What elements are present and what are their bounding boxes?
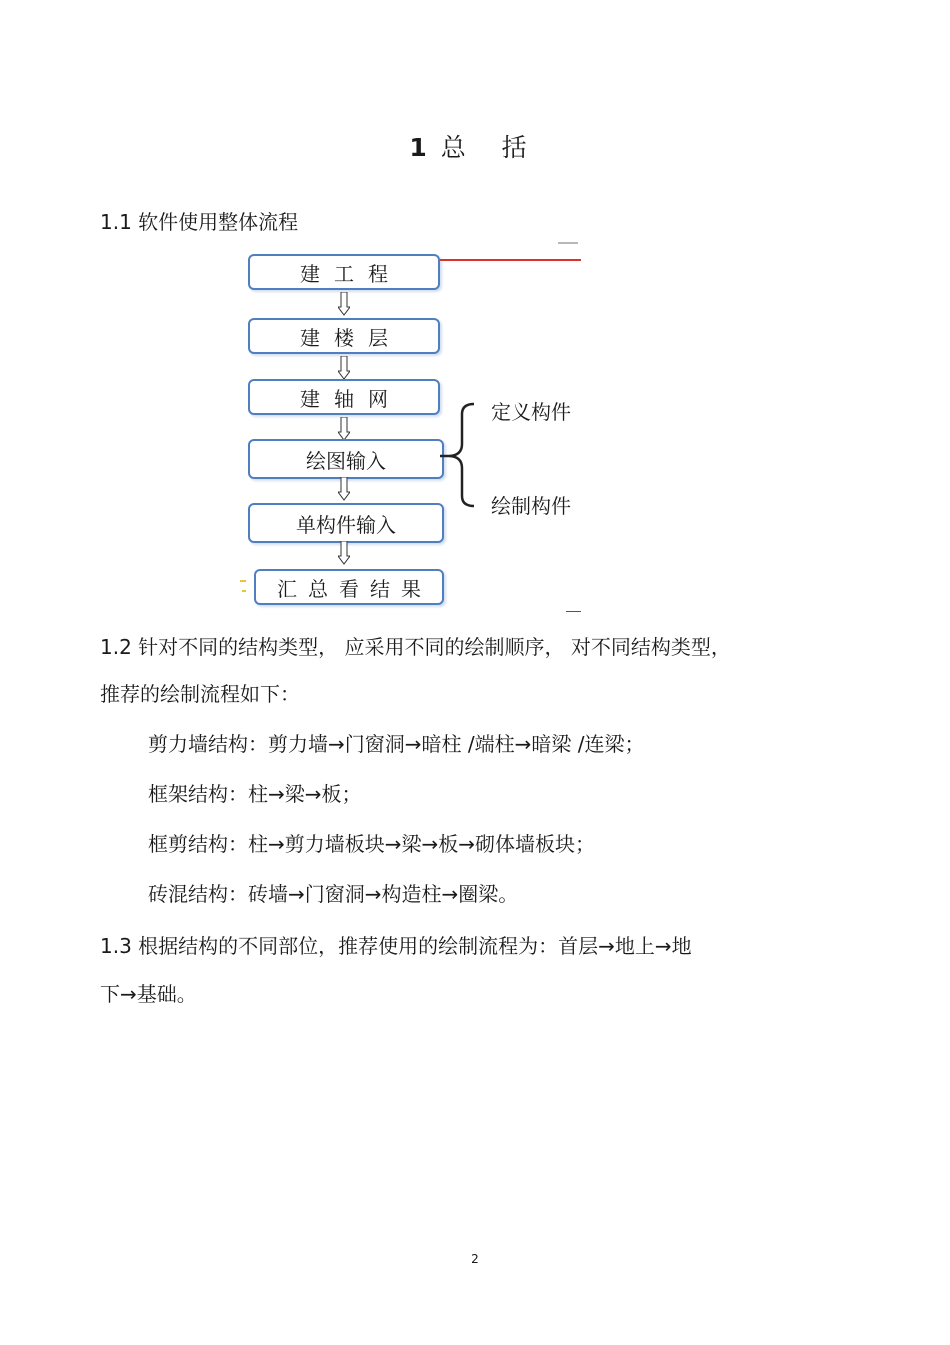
down-arrow-icon [338, 541, 350, 565]
down-arrow-icon [338, 292, 350, 316]
red-connector-line [440, 259, 581, 261]
brace-label-draw: 绘制构件 [491, 494, 571, 518]
flow-step-drawing-input: 绘图输入 [248, 439, 444, 479]
title-text: 总 括 [440, 133, 541, 162]
section-1-3-line-1: 1.3 根据结构的不同部位，推荐使用的绘制流程为：首层→地上→地 [100, 934, 692, 958]
brace-label-define: 定义构件 [491, 400, 571, 424]
workflow-diagram [240, 240, 585, 615]
crop-mark [558, 242, 578, 244]
down-arrow-icon [338, 356, 350, 380]
crop-mark [566, 611, 581, 612]
structure-item: 砖混结构：砖墙→门窗洞→构造柱→圈梁。 [148, 882, 519, 906]
structure-item: 剪力墙结构：剪力墙→门窗洞→暗柱 /端柱→暗梁 /连梁； [148, 732, 645, 756]
structure-item: 框剪结构：柱→剪力墙板块→梁→板→砌体墙板块； [148, 832, 596, 856]
section-1-3-line-2: 下→基础。 [100, 982, 197, 1006]
section-1-1-heading: 1.1 软件使用整体流程 [100, 210, 299, 234]
section-1-2-line-2: 推荐的绘制流程如下： [100, 682, 300, 706]
decor-mark [242, 590, 246, 592]
title-number: 1 [409, 133, 429, 162]
flow-step-single-component-input: 单构件输入 [248, 503, 444, 543]
flow-step-build-floors: 建楼层 [248, 318, 440, 354]
page-number: 2 [471, 1252, 479, 1266]
page-title [0, 128, 950, 164]
curly-brace-icon [440, 400, 476, 510]
section-1-2-line-1: 1.2 针对不同的结构类型， 应采用不同的绘制顺序， 对不同结构类型， [100, 635, 731, 659]
flow-step-summary-results: 汇总看结果 [254, 569, 444, 605]
down-arrow-icon [338, 477, 350, 501]
flow-step-build-grid: 建轴网 [248, 379, 440, 415]
down-arrow-icon [338, 417, 350, 441]
decor-mark [240, 580, 246, 582]
structure-item: 框架结构：柱→梁→板； [148, 782, 362, 806]
flow-step-build-project: 建工程 [248, 254, 440, 290]
